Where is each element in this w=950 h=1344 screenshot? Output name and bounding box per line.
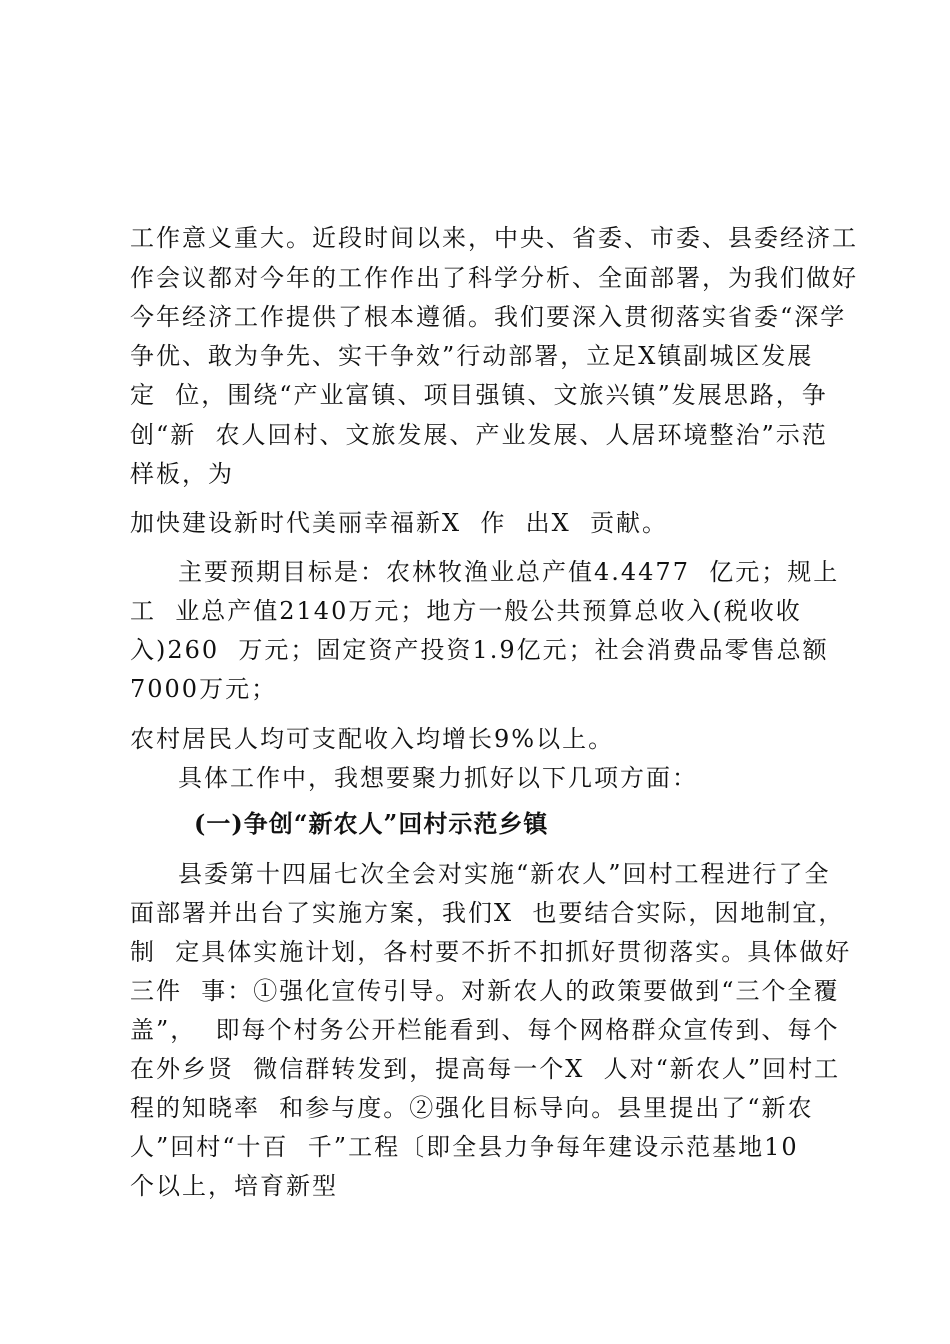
paragraph-6-line-7: 程的知晓率 和参与度。②强化目标导向。县里提出了“新农: [130, 1094, 814, 1122]
paragraph-3-line-2: 工 业总产值2140万元；地方一般公共预算总收入(税收收: [130, 597, 802, 625]
paragraph-1-line-1: 工作意义重大。近段时间以来，中央、省委、市委、县委经济工: [130, 224, 858, 252]
paragraph-6-line-9: 个以上，培育新型: [130, 1172, 338, 1200]
paragraph-6-line-6: 在外乡贤 微信群转发到，提高每一个X 人对“新农人”回村工: [130, 1055, 841, 1083]
paragraph-1-line-4: 争优、敢为争先、实干争效”行动部署，立足X镇副城区发展: [130, 342, 814, 370]
paragraph-3-line-3: 入)260 万元；固定资产投资1.9亿元；社会消费品零售总额: [130, 636, 829, 664]
paragraph-1-line-6: 创“新 农人回村、文旅发展、产业发展、人居环境整治”示范: [130, 421, 828, 449]
paragraph-3-line-4: 7000万元；: [130, 675, 278, 703]
paragraph-1-line-2: 作会议都对今年的工作作出了科学分析、全面部署，为我们做好: [130, 264, 858, 292]
paragraph-1-line-5: 定 位，围绕“产业富镇、项目强镇、文旅兴镇”发展思路，争: [130, 381, 828, 409]
paragraph-5: 具体工作中，我想要聚力抓好以下几项方面：: [178, 764, 698, 792]
paragraph-6-line-1: 县委第十四届七次全会对实施“新农人”回村工程进行了全: [178, 860, 831, 888]
section-heading-1: (一)争创“新农人”回村示范乡镇: [194, 809, 549, 838]
paragraph-6-line-5: 盖”， 即每个村务公开栏能看到、每个网格群众宣传到、每个: [130, 1016, 840, 1044]
paragraph-6-line-8: 人”回村“十百 千”工程〔即全县力争每年建设示范基地10: [130, 1133, 799, 1161]
paragraph-2: 加快建设新时代美丽幸福新X 作 出X 贡献。: [130, 509, 668, 537]
paragraph-1-line-3: 今年经济工作提供了根本遵循。我们要深入贯彻落实省委“深学: [130, 303, 847, 331]
paragraph-6-line-4: 三件 事：①强化宣传引导。对新农人的政策要做到“三个全覆: [130, 977, 840, 1005]
paragraph-1-line-7: 样板，为: [130, 460, 234, 488]
paragraph-3-line-1: 主要预期目标是：农林牧渔业总产值4.4477 亿元；规上: [178, 558, 840, 586]
paragraph-6-line-3: 制 定具体实施计划，各村要不折不扣抓好贯彻落实。具体做好: [130, 938, 852, 966]
paragraph-6-line-2: 面部署并出台了实施方案，我们X 也要结合实际，因地制宜，: [130, 899, 845, 927]
paragraph-4: 农村居民人均可支配收入均增长9%以上。: [130, 725, 615, 753]
